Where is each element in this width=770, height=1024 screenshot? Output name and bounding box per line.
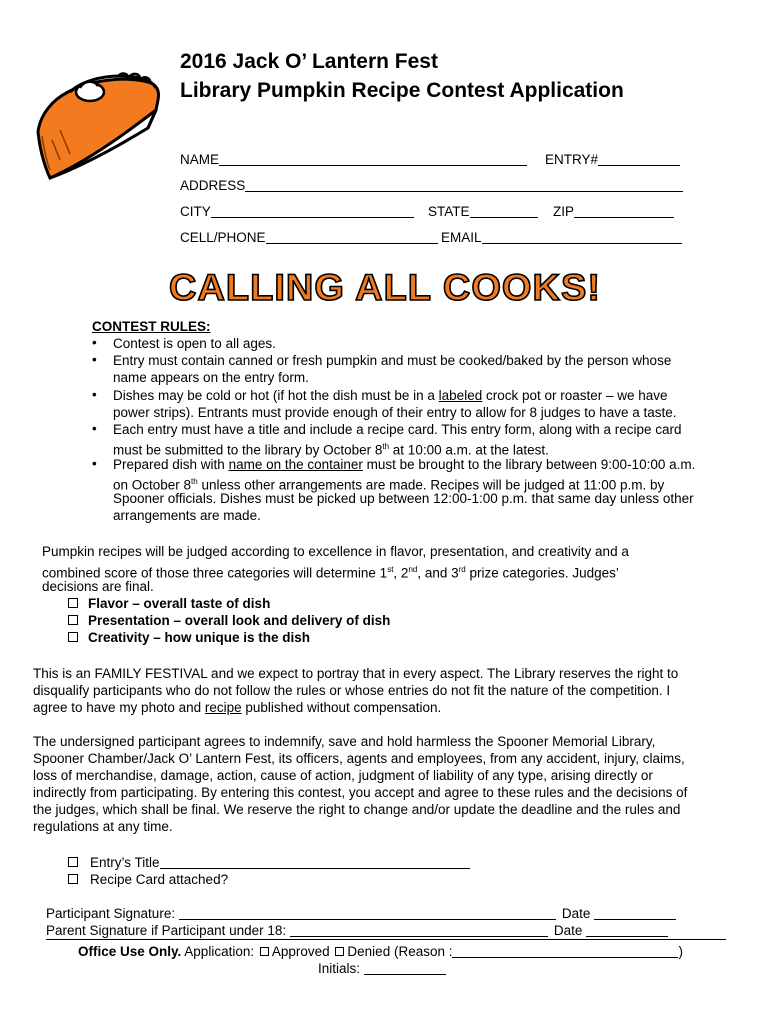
rule-3-line-1: Dishes may be cold or hot (if hot the dish must be in a labeled crock pot or roaster – we have (113, 388, 668, 403)
indemnify-line-3: loss of merchandise, damage, action, cause of action, judgment of liability of any type, arising directly or (33, 768, 653, 783)
entry-field[interactable] (598, 153, 680, 166)
calling-all-cooks-banner (160, 262, 610, 308)
criteria-presentation: Presentation – overall look and delivery of dish (68, 612, 390, 629)
rule-5-line-2: on October 8th unless other arrangements are made. Recipes will be judged at 11:00 p.m. by (113, 477, 665, 493)
address-row (180, 178, 683, 193)
judging-line-3: decisions are final. (42, 579, 154, 594)
family-line-3: agree to have my photo and recipe published without compensation. (33, 700, 442, 715)
criteria-flavor: Flavor – overall taste of dish (68, 595, 270, 612)
name-field[interactable] (219, 153, 527, 166)
rule-1: Contest is open to all ages. (113, 336, 276, 351)
state-row (428, 204, 538, 219)
creativity-checkbox[interactable] (68, 632, 78, 642)
name-label: NAME (180, 152, 220, 167)
state-label: STATE (428, 204, 470, 219)
phone-field[interactable] (266, 231, 438, 244)
participant-signature-field[interactable] (179, 907, 556, 920)
approved-checkbox[interactable] (260, 947, 269, 956)
participant-date-field[interactable] (594, 907, 676, 920)
title-line-1: 2016 Jack O’ Lantern Fest (180, 50, 438, 73)
rule-5-line-3: Spooner officials. Dishes must be picked up between 12:00-1:00 p.m. that same day unless other (113, 491, 694, 506)
denied-checkbox[interactable] (335, 947, 344, 956)
rule-4-line-1: Each entry must have a title and include a recipe card. This entry form, along with a recipe card (113, 422, 682, 437)
indemnify-line-4: indirectly from participating. By entering this contest, you accept and agree to these rules and the decisions of (33, 785, 688, 800)
office-divider (46, 939, 726, 940)
family-line-2: disqualify participants who do not follow the rules or whose entries do not fit the nature of the competition. I (33, 683, 671, 698)
bullet-1: • (92, 335, 97, 350)
city-field[interactable] (211, 205, 414, 218)
bullet-3: • (92, 387, 97, 402)
entry-title-field[interactable] (160, 856, 470, 869)
parent-signature-row: Parent Signature if Participant under 18: Date (46, 922, 668, 939)
email-field[interactable] (482, 231, 682, 244)
denied-reason-field[interactable] (452, 945, 678, 958)
city-row (180, 204, 414, 219)
initials-row: Initials: (318, 960, 446, 977)
participant-signature-row: Participant Signature: Date (46, 905, 676, 922)
bullet-4: • (92, 421, 97, 436)
pumpkin-pie-slice-icon (30, 70, 170, 185)
rule-2-line-1: Entry must contain canned or fresh pumpkin and must be cooked/baked by the person whose (113, 353, 672, 368)
indemnify-line-2: Spooner Chamber/Jack O’ Lantern Fest, its officers, agents and employees, from any accident, injury, claims, (33, 751, 685, 766)
criteria-creativity: Creativity – how unique is the dish (68, 629, 310, 646)
rule-5-line-1: Prepared dish with name on the container must be brought to the library between 9:00-10:00 a.m. (113, 457, 696, 472)
zip-label: ZIP (553, 204, 575, 219)
rule-4-line-2: must be submitted to the library by October 8th at 10:00 a.m. at the latest. (113, 442, 549, 458)
email-row (441, 230, 682, 245)
phone-row (180, 230, 438, 245)
entry-label: ENTRY# (545, 152, 599, 167)
judging-line-1: Pumpkin recipes will be judged according to excellence in flavor, presentation, and creativity and a (42, 544, 629, 559)
parent-date-field[interactable] (586, 924, 668, 937)
entry-title-checkbox[interactable] (68, 857, 78, 867)
rule-3-line-2: power strips). Entrants must provide enough of their entry to allow for 8 judges to have a taste. (113, 405, 677, 420)
rules-heading: CONTEST RULES: (92, 319, 211, 334)
rule-5-line-4: arrangements are made. (113, 508, 261, 523)
indemnify-line-1: The undersigned participant agrees to indemnify, save and hold harmless the Spooner Memorial Library, (33, 734, 656, 749)
zip-row (553, 204, 674, 219)
office-use-row: Office Use Only. Application: Approved Denied (Reason : ) (78, 944, 683, 959)
indemnify-line-5: the judges, which shall be final. We reserve the right to change and/or update the deadline and the rules and (33, 802, 681, 817)
address-label: ADDRESS (180, 178, 246, 193)
phone-label: CELL/PHONE (180, 230, 266, 245)
banner-text: CALLING ALL COOKS! (169, 267, 601, 308)
state-field[interactable] (470, 205, 538, 218)
bullet-5: • (92, 456, 97, 471)
name-row (180, 152, 527, 167)
rule-2-line-2: name appears on the entry form. (113, 370, 309, 385)
bullet-2: • (92, 352, 97, 367)
title-line-2: Library Pumpkin Recipe Contest Application (180, 79, 624, 102)
family-line-1: This is an FAMILY FESTIVAL and we expect to portray that in every aspect. The Library reserves the right to (33, 666, 679, 681)
judging-line-2: combined score of those three categories will determine 1st, 2nd, and 3rd prize categories. Judges’ (42, 565, 619, 581)
recipe-card-checkbox[interactable] (68, 874, 78, 884)
parent-signature-field[interactable] (290, 924, 548, 937)
entry-title-row: Entry’s Title (68, 854, 470, 871)
email-label: EMAIL (441, 230, 482, 245)
presentation-checkbox[interactable] (68, 615, 78, 625)
recipe-card-row: Recipe Card attached? (68, 871, 228, 888)
entry-row (545, 152, 680, 167)
address-field[interactable] (245, 179, 683, 192)
initials-field[interactable] (364, 962, 446, 975)
flavor-checkbox[interactable] (68, 598, 78, 608)
indemnify-line-6: regulations at any time. (33, 819, 173, 834)
city-label: CITY (180, 204, 211, 219)
zip-field[interactable] (574, 205, 674, 218)
